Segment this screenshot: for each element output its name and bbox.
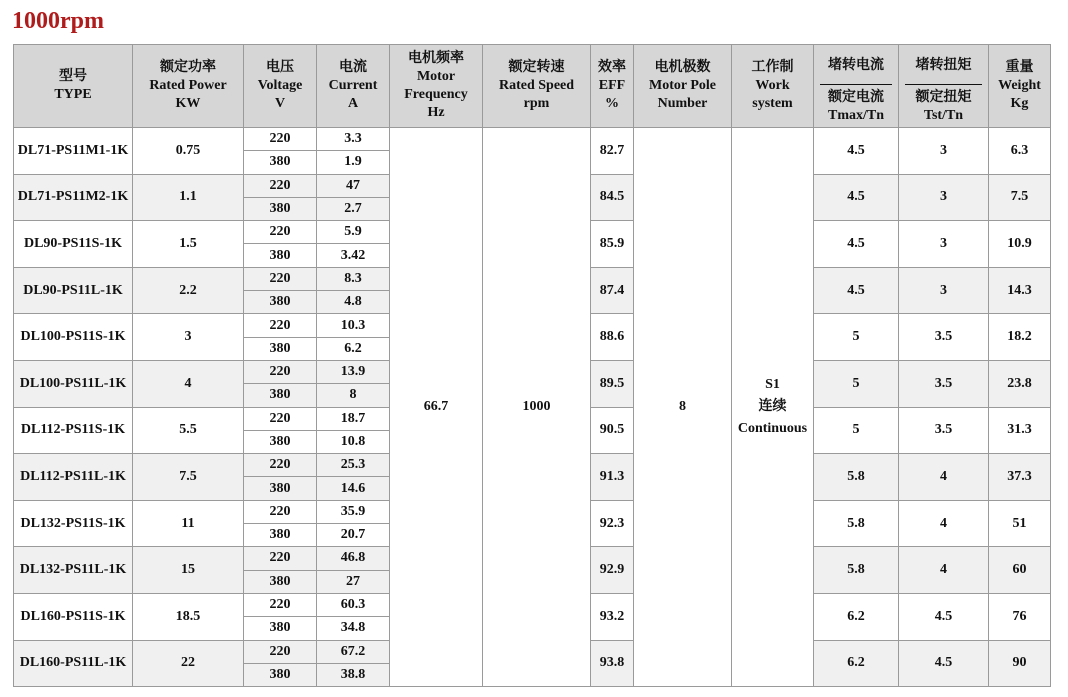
cell-efficiency: 92.3 xyxy=(591,500,634,547)
cell-tmax-tn: 5.8 xyxy=(814,547,899,594)
cell-weight: 6.3 xyxy=(989,128,1051,175)
cell-weight: 23.8 xyxy=(989,360,1051,407)
cell-tst-tn: 4 xyxy=(899,454,989,501)
cell-weight: 37.3 xyxy=(989,454,1051,501)
cell-voltage: 380 xyxy=(244,384,317,407)
cell-tmax-tn: 5.8 xyxy=(814,500,899,547)
cell-rated-power: 7.5 xyxy=(133,454,244,501)
cell-type: DL90-PS11S-1K xyxy=(14,221,133,268)
cell-type: DL100-PS11L-1K xyxy=(14,360,133,407)
cell-efficiency: 93.2 xyxy=(591,593,634,640)
cell-voltage: 220 xyxy=(244,500,317,523)
cell-voltage: 380 xyxy=(244,151,317,174)
cell-tmax-tn: 5 xyxy=(814,360,899,407)
cell-efficiency: 82.7 xyxy=(591,128,634,175)
header-tst-tn: 堵转扭矩 额定扭矩 Tst/Tn xyxy=(899,45,989,128)
cell-current: 18.7 xyxy=(317,407,390,430)
cell-efficiency: 92.9 xyxy=(591,547,634,594)
cell-type: DL160-PS11S-1K xyxy=(14,593,133,640)
cell-efficiency: 93.8 xyxy=(591,640,634,687)
cell-tst-tn: 4 xyxy=(899,500,989,547)
cell-tmax-tn: 5 xyxy=(814,314,899,361)
header-work-system: 工作制 Work system xyxy=(732,45,814,128)
cell-tst-tn: 3 xyxy=(899,221,989,268)
cell-efficiency: 88.6 xyxy=(591,314,634,361)
cell-current: 14.6 xyxy=(317,477,390,500)
cell-efficiency: 90.5 xyxy=(591,407,634,454)
cell-tst-tn: 3.5 xyxy=(899,360,989,407)
cell-type: DL112-PS11S-1K xyxy=(14,407,133,454)
cell-weight: 7.5 xyxy=(989,174,1051,221)
cell-type: DL160-PS11L-1K xyxy=(14,640,133,687)
header-type: 型号 TYPE xyxy=(14,45,133,128)
cell-tst-tn: 3 xyxy=(899,128,989,175)
cell-current: 8 xyxy=(317,384,390,407)
cell-voltage: 220 xyxy=(244,221,317,244)
cell-current: 47 xyxy=(317,174,390,197)
cell-type: DL71-PS11M2-1K xyxy=(14,174,133,221)
cell-current: 34.8 xyxy=(317,617,390,640)
cell-rated-power: 3 xyxy=(133,314,244,361)
cell-efficiency: 91.3 xyxy=(591,454,634,501)
header-voltage: 电压 Voltage V xyxy=(244,45,317,128)
cell-tmax-tn: 6.2 xyxy=(814,640,899,687)
cell-current: 10.3 xyxy=(317,314,390,337)
cell-current: 27 xyxy=(317,570,390,593)
cell-rated-power: 1.1 xyxy=(133,174,244,221)
header-current: 电流 Current A xyxy=(317,45,390,128)
page-title: 1000rpm xyxy=(12,8,104,34)
cell-tst-tn: 3.5 xyxy=(899,407,989,454)
cell-voltage: 380 xyxy=(244,337,317,360)
cell-current: 2.7 xyxy=(317,197,390,220)
cell-current: 1.9 xyxy=(317,151,390,174)
cell-weight: 51 xyxy=(989,500,1051,547)
cell-tmax-tn: 4.5 xyxy=(814,221,899,268)
cell-voltage: 220 xyxy=(244,267,317,290)
cell-current: 25.3 xyxy=(317,454,390,477)
cell-current: 20.7 xyxy=(317,524,390,547)
cell-voltage: 220 xyxy=(244,407,317,430)
cell-tst-tn: 3 xyxy=(899,267,989,314)
cell-type: DL71-PS11M1-1K xyxy=(14,128,133,175)
cell-rated-power: 11 xyxy=(133,500,244,547)
cell-weight: 60 xyxy=(989,547,1051,594)
cell-voltage: 380 xyxy=(244,477,317,500)
table-body xyxy=(14,128,1051,687)
cell-weight: 18.2 xyxy=(989,314,1051,361)
cell-weight: 14.3 xyxy=(989,267,1051,314)
cell-motor-pole-number: 8 xyxy=(634,128,732,687)
cell-current: 13.9 xyxy=(317,360,390,383)
cell-rated-power: 18.5 xyxy=(133,593,244,640)
cell-type: DL100-PS11S-1K xyxy=(14,314,133,361)
cell-current: 3.3 xyxy=(317,128,390,151)
cell-voltage: 380 xyxy=(244,617,317,640)
cell-voltage: 220 xyxy=(244,640,317,663)
header-weight: 重量 Weight Kg xyxy=(989,45,1051,128)
cell-efficiency: 85.9 xyxy=(591,221,634,268)
cell-rated-power: 1.5 xyxy=(133,221,244,268)
cell-tmax-tn: 4.5 xyxy=(814,174,899,221)
header-motor-frequency: 电机频率 Motor Frequency Hz xyxy=(390,45,483,128)
header-motor-pole-number: 电机极数 Motor Pole Number xyxy=(634,45,732,128)
cell-rated-power: 5.5 xyxy=(133,407,244,454)
cell-rated-power: 15 xyxy=(133,547,244,594)
cell-current: 3.42 xyxy=(317,244,390,267)
motor-spec-table xyxy=(13,44,1051,687)
cell-voltage: 380 xyxy=(244,570,317,593)
cell-tmax-tn: 5 xyxy=(814,407,899,454)
cell-voltage: 220 xyxy=(244,128,317,151)
cell-tst-tn: 4 xyxy=(899,547,989,594)
cell-tmax-tn: 5.8 xyxy=(814,454,899,501)
cell-current: 6.2 xyxy=(317,337,390,360)
cell-tst-tn: 4.5 xyxy=(899,640,989,687)
cell-rated-power: 22 xyxy=(133,640,244,687)
cell-rated-power: 4 xyxy=(133,360,244,407)
cell-tmax-tn: 4.5 xyxy=(814,128,899,175)
cell-tst-tn: 3 xyxy=(899,174,989,221)
cell-efficiency: 84.5 xyxy=(591,174,634,221)
cell-weight: 76 xyxy=(989,593,1051,640)
cell-rated-power: 2.2 xyxy=(133,267,244,314)
cell-current: 10.8 xyxy=(317,430,390,453)
cell-current: 5.9 xyxy=(317,221,390,244)
header-efficiency: 效率 EFF % xyxy=(591,45,634,128)
header-rated-speed: 额定转速 Rated Speed rpm xyxy=(483,45,591,128)
cell-voltage: 380 xyxy=(244,524,317,547)
cell-voltage: 220 xyxy=(244,360,317,383)
header-rated-power: 额定功率 Rated Power KW xyxy=(133,45,244,128)
cell-tmax-tn: 6.2 xyxy=(814,593,899,640)
cell-efficiency: 89.5 xyxy=(591,360,634,407)
cell-weight: 31.3 xyxy=(989,407,1051,454)
cell-weight: 10.9 xyxy=(989,221,1051,268)
cell-rated-speed: 1000 xyxy=(483,128,591,687)
cell-type: DL90-PS11L-1K xyxy=(14,267,133,314)
cell-type: DL132-PS11S-1K xyxy=(14,500,133,547)
cell-motor-frequency: 66.7 xyxy=(390,128,483,687)
cell-current: 8.3 xyxy=(317,267,390,290)
cell-type: DL112-PS11L-1K xyxy=(14,454,133,501)
cell-voltage: 220 xyxy=(244,547,317,570)
cell-current: 38.8 xyxy=(317,663,390,686)
cell-voltage: 380 xyxy=(244,430,317,453)
cell-current: 60.3 xyxy=(317,593,390,616)
cell-voltage: 380 xyxy=(244,244,317,267)
cell-current: 35.9 xyxy=(317,500,390,523)
table-header xyxy=(14,45,1051,128)
cell-voltage: 220 xyxy=(244,174,317,197)
cell-voltage: 380 xyxy=(244,663,317,686)
cell-efficiency: 87.4 xyxy=(591,267,634,314)
cell-weight: 90 xyxy=(989,640,1051,687)
cell-current: 4.8 xyxy=(317,291,390,314)
cell-voltage: 220 xyxy=(244,593,317,616)
table-row xyxy=(14,128,1051,151)
header-tmax-tn: 堵转电流 额定电流 Tmax/Tn xyxy=(814,45,899,128)
cell-tst-tn: 4.5 xyxy=(899,593,989,640)
cell-tmax-tn: 4.5 xyxy=(814,267,899,314)
cell-voltage: 380 xyxy=(244,291,317,314)
cell-tst-tn: 3.5 xyxy=(899,314,989,361)
cell-type: DL132-PS11L-1K xyxy=(14,547,133,594)
cell-work-system: S1 连续 Continuous xyxy=(732,128,814,687)
cell-voltage: 220 xyxy=(244,454,317,477)
cell-rated-power: 0.75 xyxy=(133,128,244,175)
cell-voltage: 380 xyxy=(244,197,317,220)
cell-current: 46.8 xyxy=(317,547,390,570)
cell-voltage: 220 xyxy=(244,314,317,337)
cell-current: 67.2 xyxy=(317,640,390,663)
